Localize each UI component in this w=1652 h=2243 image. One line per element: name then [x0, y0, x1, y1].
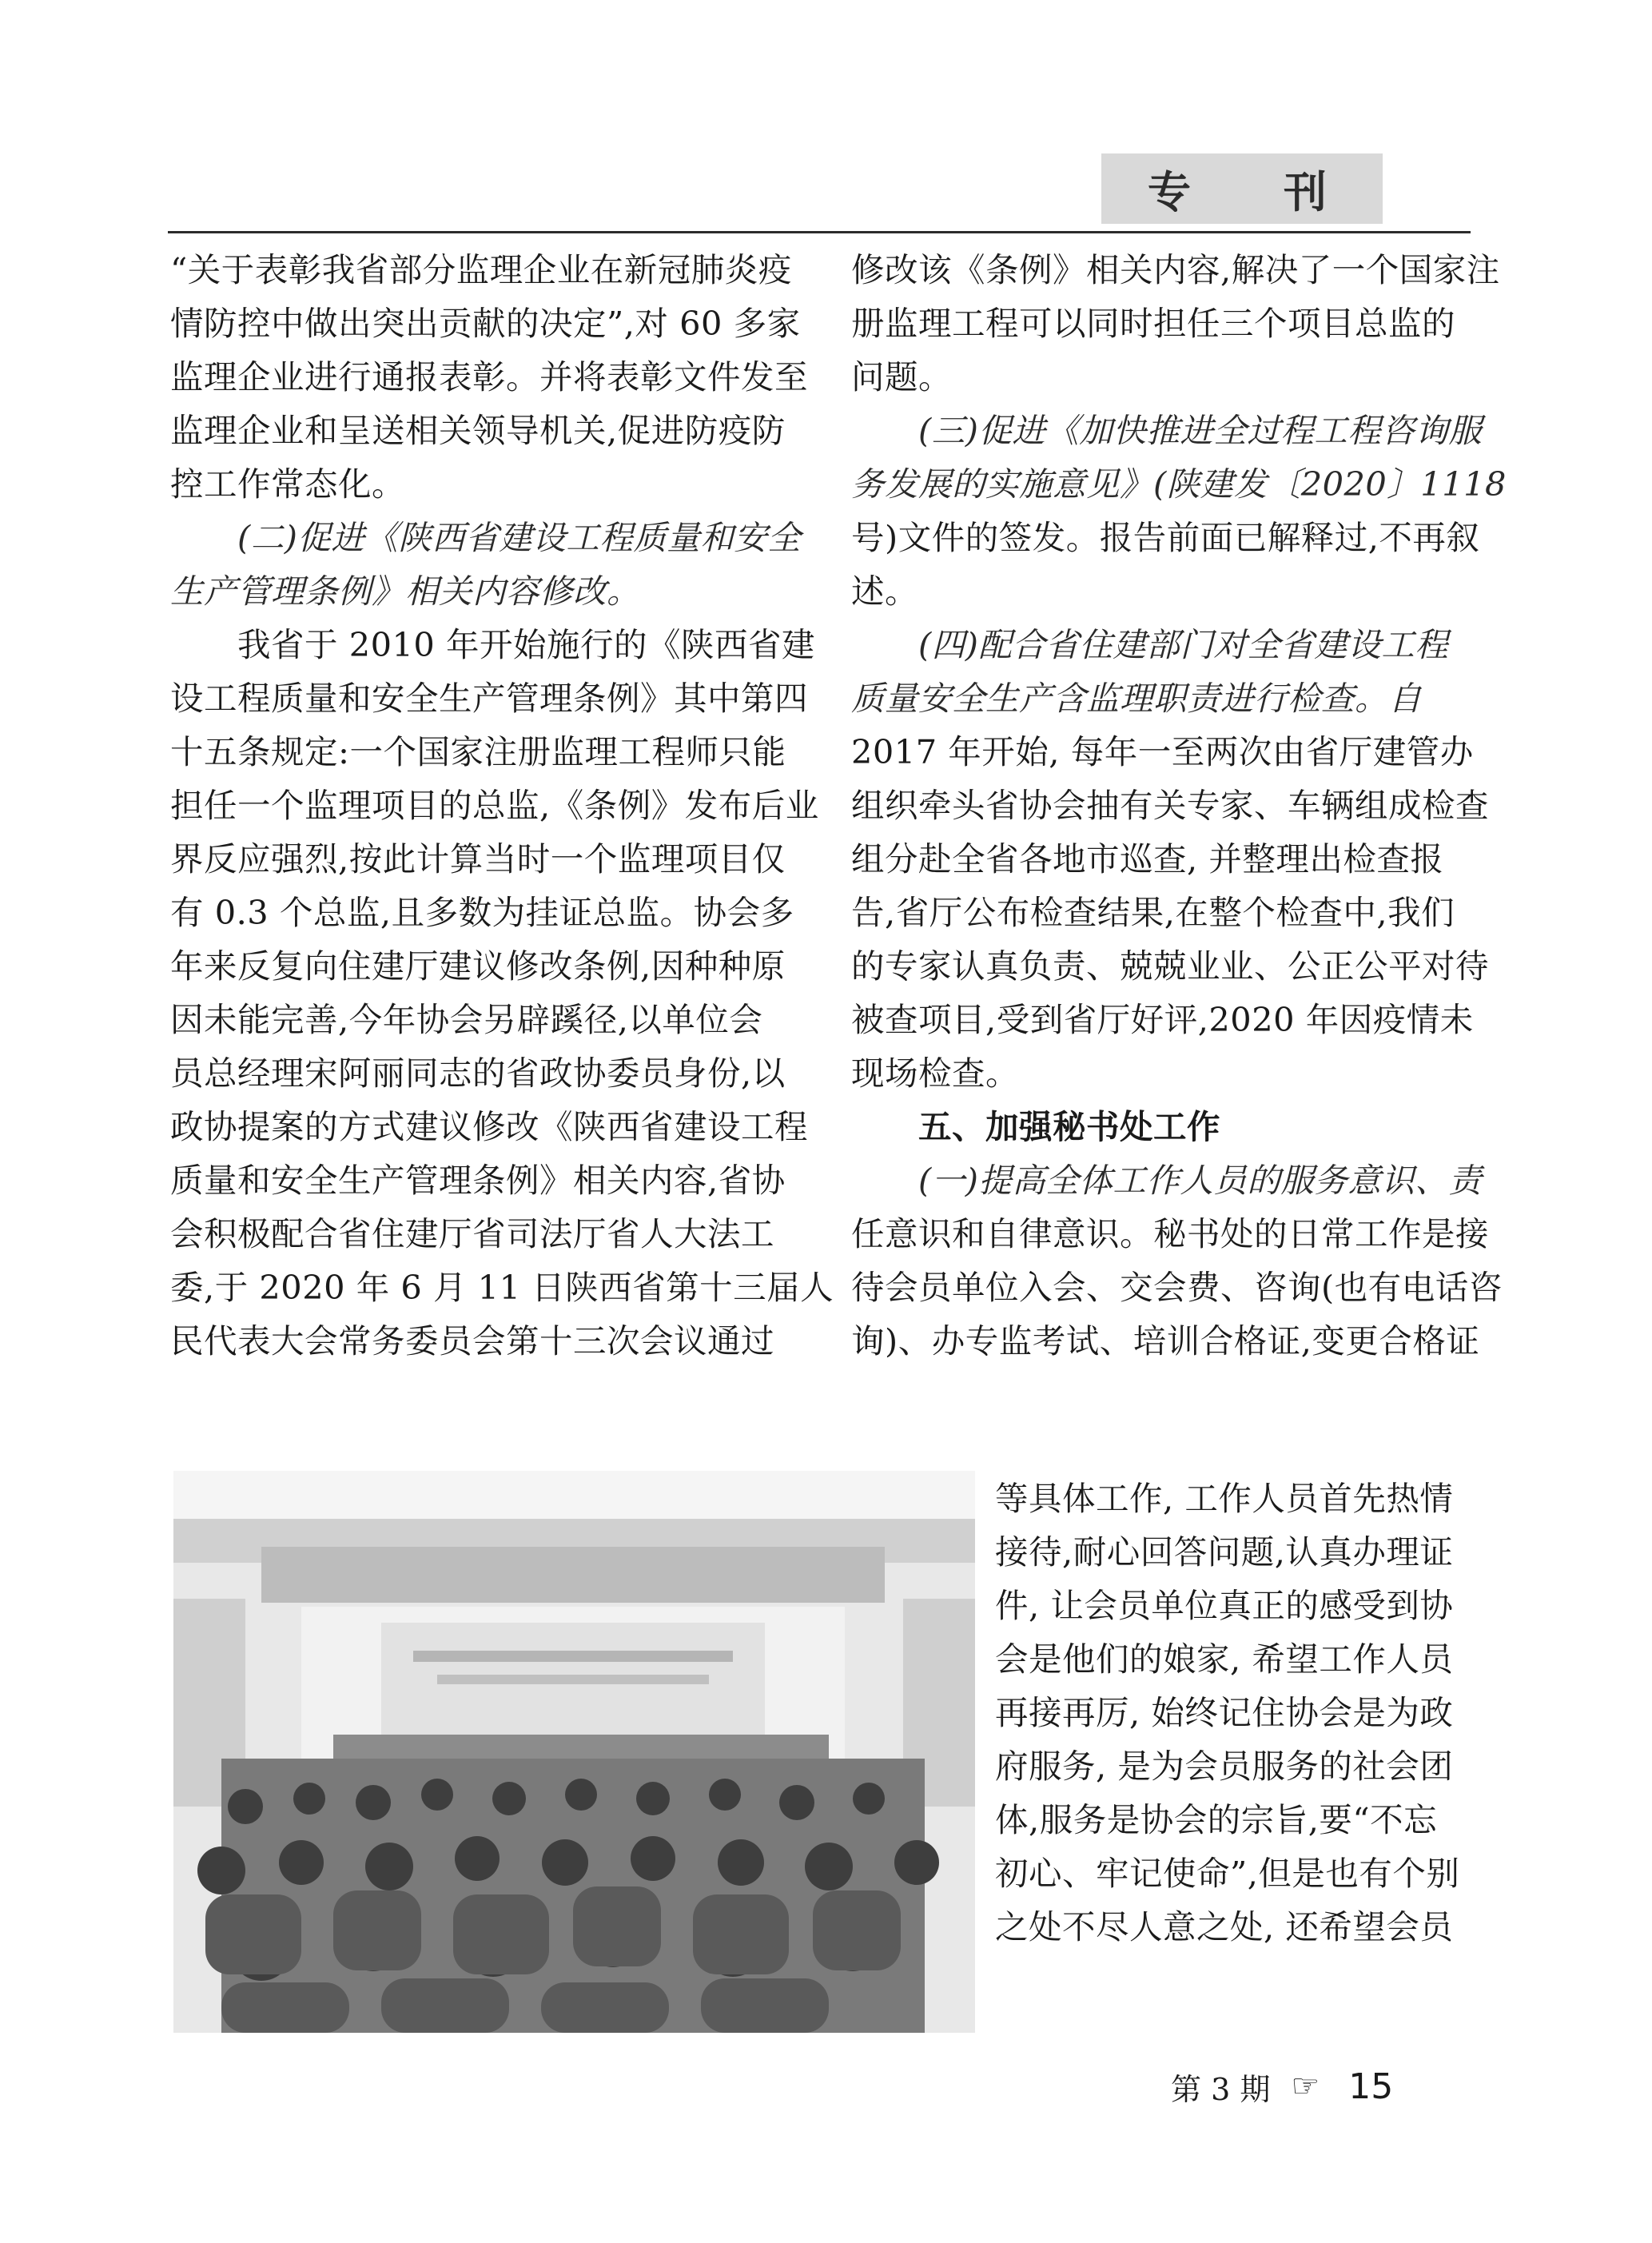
text-line: 界反应强烈,按此计算当时一个监理项目仅 [170, 839, 786, 878]
text-line: 质量和安全生产管理条例》相关内容,省协 [170, 1161, 786, 1200]
header-tag [1101, 153, 1383, 224]
header-rule [168, 231, 1471, 233]
text-line: 我省于 2010 年开始施行的《陕西省建 [237, 625, 815, 664]
text-line: 情防控中做出突出贡献的决定”,对 60 多家 [170, 304, 801, 343]
text-line: 会是他们的娘家, 希望工作人员 [995, 1639, 1454, 1679]
left-column [170, 243, 834, 1368]
text-line: 民代表大会常务委员会第十三次会议通过 [170, 1321, 775, 1361]
text-line: (一)提高全体工作人员的服务意识、责 [918, 1161, 1483, 1200]
text-line: 因未能完善,今年协会另辟蹊径,以单位会 [170, 1000, 763, 1039]
text-line: 有 0.3 个总监,且多数为挂证总监。协会多 [170, 893, 794, 932]
text-line: 政协提案的方式建议修改《陕西省建设工程 [170, 1107, 809, 1146]
text-line: 修改该《条例》相关内容,解决了一个国家注 [851, 250, 1500, 289]
text-line: 生产管理条例》相关内容修改。 [170, 572, 641, 611]
issue-label: 第 3 期 [1171, 2071, 1271, 2107]
text-line: 十五条规定:一个国家注册监理工程师只能 [170, 732, 786, 771]
text-line: 接待,耐心回答问题,认真办理证 [995, 1532, 1454, 1572]
page-footer [1171, 2062, 1393, 2110]
right-column [851, 243, 1507, 1368]
text-line: (四)配合省住建部门对全省建设工程 [918, 625, 1449, 664]
text-line: 待会员单位入会、交会费、咨询(也有电话咨 [851, 1268, 1503, 1307]
meeting-photo-illustration [173, 1471, 975, 2033]
text-line: 设工程质量和安全生产管理条例》其中第四 [170, 679, 809, 718]
text-line: 的专家认真负责、兢兢业业、公正公平对待 [851, 946, 1490, 986]
text-line: 任意识和自律意识。秘书处的日常工作是接 [851, 1214, 1490, 1253]
wrap-column [995, 1472, 1475, 1954]
text-line: 号)文件的签发。报告前面已解释过,不再叙 [851, 518, 1480, 557]
text-line: 2017 年开始, 每年一至两次由省厅建管办 [851, 732, 1474, 771]
text-line: 监理企业和呈送相关领导机关,促进防疫防 [170, 411, 786, 450]
text-line: 现场检查。 [851, 1054, 1020, 1093]
page-number: 15 [1348, 2066, 1394, 2107]
text-line: 务发展的实施意见》(陕建发〔2020〕1118 [851, 464, 1507, 504]
text-line: 之处不尽人意之处, 还希望会员 [995, 1907, 1454, 1946]
text-line: 委,于 2020 年 6 月 11 日陕西省第十三届人 [170, 1268, 834, 1307]
text-line: 体,服务是协会的宗旨,要“不忘 [995, 1800, 1438, 1839]
text-line: 担任一个监理项目的总监,《条例》发布后业 [170, 786, 819, 825]
text-line: 质量安全生产含监理职责进行检查。自 [851, 679, 1423, 718]
meeting-photo [173, 1471, 975, 2033]
header-tag-left: 专 [1148, 166, 1191, 217]
text-line: 被查项目,受到省厅好评,2020 年因疫情未 [851, 1000, 1474, 1039]
pointing-hand-icon: ☞ [1291, 2068, 1320, 2105]
header-tag-right: 刊 [1284, 166, 1327, 217]
text-line: 初心、牢记使命”,但是也有个别 [995, 1854, 1460, 1893]
text-line: 问题。 [851, 357, 953, 396]
text-line: 控工作常态化。 [170, 464, 406, 504]
text-line: “关于表彰我省部分监理企业在新冠肺炎疫 [170, 250, 792, 289]
text-line: (三)促进《加快推进全过程工程咨询服 [918, 411, 1483, 450]
text-line: 员总经理宋阿丽同志的省政协委员身份,以 [170, 1054, 786, 1093]
text-line: 册监理工程可以同时担任三个项目总监的 [851, 304, 1456, 343]
text-line: 府服务, 是为会员服务的社会团 [995, 1747, 1454, 1786]
text-line: 询)、办专监考试、培训合格证,变更合格证 [851, 1321, 1480, 1361]
text-line: 等具体工作, 工作人员首先热情 [995, 1479, 1454, 1518]
text-line: 监理企业进行通报表彰。并将表彰文件发至 [170, 357, 809, 396]
text-line: 五、加强秘书处工作 [918, 1107, 1221, 1146]
text-line: 会积极配合省住建厅省司法厅省人大法工 [170, 1214, 775, 1253]
text-line: 再接再厉, 始终记住协会是为政 [995, 1693, 1454, 1732]
text-line: 述。 [851, 572, 919, 611]
text-line: 组分赴全省各地市巡查, 并整理出检查报 [851, 839, 1444, 878]
text-line: (二)促进《陕西省建设工程质量和安全 [237, 518, 802, 557]
text-line: 组织牵头省协会抽有关专家、车辆组成检查 [851, 786, 1490, 825]
text-line: 年来反复向住建厅建议修改条例,因种种原 [170, 946, 786, 986]
text-line: 件, 让会员单位真正的感受到协 [995, 1586, 1454, 1625]
text-line: 告,省厅公布检查结果,在整个检查中,我们 [851, 893, 1455, 932]
